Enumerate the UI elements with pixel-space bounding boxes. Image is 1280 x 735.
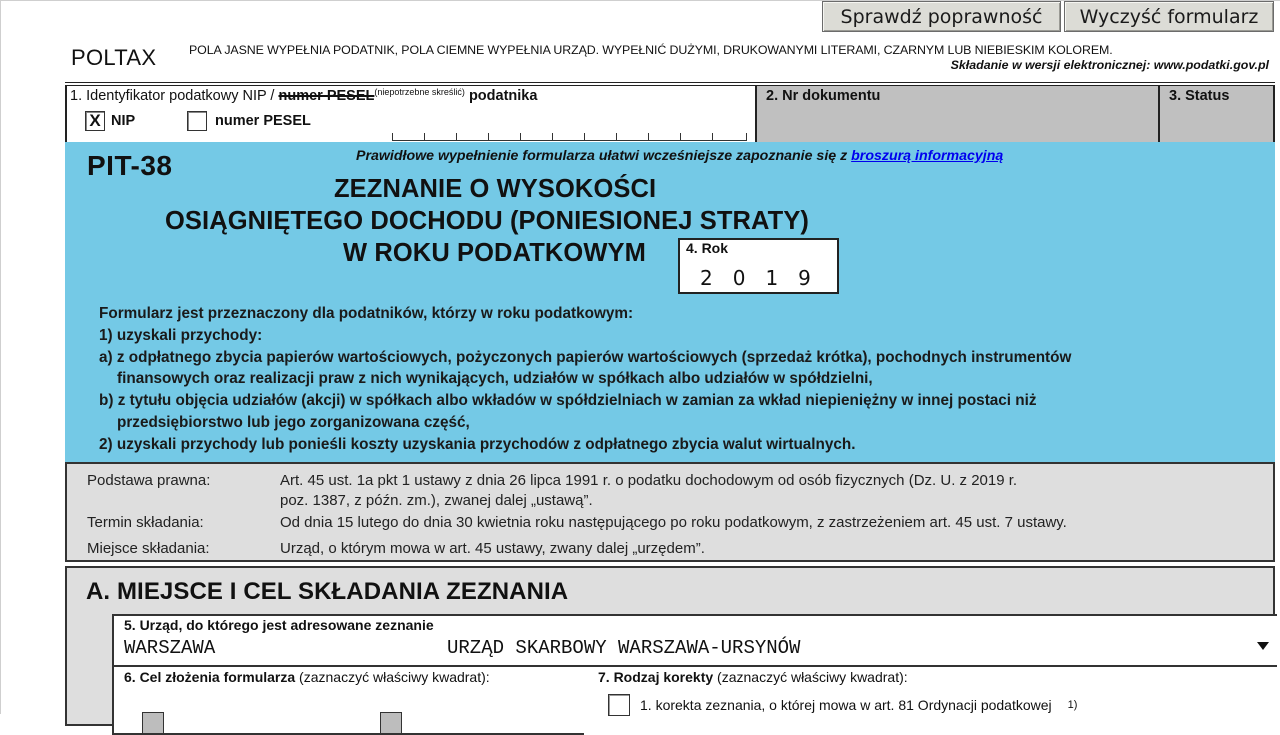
tax-office-name: URZĄD SKARBOWY WARSZAWA-URSYNÓW xyxy=(447,637,801,659)
year-value: 2019 xyxy=(700,266,831,290)
fill-instructions: POLA JASNE WYPEŁNIA PODATNIK, POLA CIEMNE WYPEŁNIA URZĄD. WYPEŁNIĆ DUŻYMI, DRUKOWANYMI LITERAMI, CZARNYM LUB NIEBIESKIM KOLOREM. xyxy=(189,43,1113,57)
form-description: Formularz jest przeznaczony dla podatników, którzy w roku podatkowym: 1) uzyskali przychody: a) z odpłatnego zbycia papierów wartościowych, pożyczonych papierów wartościowych (sprzedaż krótka), pochodnych instrumentów finansowych oraz realizacji praw z nich wynikających, udziałów w spółkach albo udziałów w spółdzielni, b) z tytułu objęcia udziałów (akcji) w spółkach albo wkładów w spółdzielniach w zamian za wkład niepieniężny w innej postaci niż przedsiębiorstwo lub jego zorganizowana część, 2) uzyskali przychody lub ponieśli koszty uzyskania przychodów z odpłatnego zbycia walut wirtualnych. xyxy=(99,305,1072,453)
section-a xyxy=(65,566,1275,726)
place-value: Urząd, o którym mowa w art. 45 ustawy, zwany dalej „urzędem”. xyxy=(280,540,705,557)
nip-input-comb[interactable] xyxy=(392,130,747,141)
field-1-label: 1. Identyfikator podatkowy NIP / numer $PESEL^{(niepotrzebne skreślić)}$ podatnika xyxy=(70,87,538,104)
field-7-correction-type xyxy=(584,665,1277,735)
field-5-tax-office-select[interactable]: 5. Urząd, do którego jest adresowane zeznanie WARSZAWA URZĄD SKARBOWY WARSZAWA-URSYNÓW xyxy=(112,614,1277,667)
dropdown-arrow-icon[interactable] xyxy=(1257,642,1269,650)
brochure-hint: Prawidłowe wypełnienie formularza ułatwi wcześniejsze zapoznanie się z broszurą informacyjną xyxy=(356,148,1004,164)
nip-checkbox[interactable]: X xyxy=(85,111,105,131)
field-7-label: 7. Rodzaj korekty (zaznaczyć właściwy kwadrat): xyxy=(598,669,908,685)
correction-option-1[interactable]: 1. korekta zeznania, o której mowa w art. 81 Ordynacji podatkowej 1) xyxy=(608,694,1077,716)
check-form-button[interactable]: Sprawdź poprawność xyxy=(822,1,1061,32)
legal-basis-label: Podstawa prawna: xyxy=(87,472,211,489)
deadline-label: Termin składania: xyxy=(87,514,204,531)
section-a-title: A. MIEJSCE I CEL SKŁADANIA ZEZNANIA xyxy=(86,578,569,605)
field-3-status: 3. Status xyxy=(1160,86,1275,142)
pesel-checkbox[interactable] xyxy=(187,111,207,131)
form-header-band xyxy=(65,142,1275,462)
field-6-label: 6. Cel złożenia formularza (zaznaczyć właściwy kwadrat): xyxy=(124,669,490,685)
legal-info-block xyxy=(65,462,1275,562)
electronic-filing-note: Składanie w wersji elektronicznej: www.podatki.gov.pl xyxy=(950,58,1269,72)
poltax-logo: POLTAX xyxy=(71,45,157,70)
pesel-struck-text: numer PESEL xyxy=(278,88,375,104)
purpose-option-2-checkbox[interactable] xyxy=(380,712,402,734)
purpose-option-1-checkbox[interactable] xyxy=(142,712,164,734)
field-1-taxpayer-id xyxy=(65,86,757,142)
pesel-checkbox-label: numer PESEL xyxy=(215,113,311,129)
legal-basis-value: Art. 45 ust. 1a pkt 1 ustawy z dnia 26 lipca 1991 r. o podatku dochodowym od osób fizycznych (Dz. U. z 2019 r. poz. 1387, z późn. zm.), zwanej dalej „ustawą”. xyxy=(280,472,1018,509)
form-title-line-1: ZEZNANIE O WYSOKOŚCI xyxy=(334,175,657,203)
tax-office-city: WARSZAWA xyxy=(124,637,216,659)
form-code: PIT-38 xyxy=(87,150,173,181)
field-2-document-number: 2. Nr dokumentu xyxy=(757,86,1160,142)
form-title-line-3: W ROKU PODATKOWYM xyxy=(343,239,646,267)
form-title-line-2: OSIĄGNIĘTEGO DOCHODU (PONIESIONEJ STRATY) xyxy=(165,207,810,235)
place-label: Miejsce składania: xyxy=(87,540,210,557)
correction-option-1-checkbox[interactable] xyxy=(608,694,630,716)
nip-checkbox-label: NIP xyxy=(111,113,136,129)
brochure-link[interactable]: broszurą informacyjną xyxy=(851,148,1004,164)
field-4-year[interactable]: 4. Rok 2019 xyxy=(678,238,839,294)
field-6-purpose xyxy=(112,665,586,735)
window-left-border xyxy=(0,0,1,714)
deadline-value: Od dnia 15 lutego do dnia 30 kwietnia roku następującego po roku podatkowym, z zastrzeżeniem art. 45 ust. 7 ustawy. xyxy=(280,514,1067,531)
clear-form-button[interactable]: Wyczyść formularz xyxy=(1064,1,1274,32)
